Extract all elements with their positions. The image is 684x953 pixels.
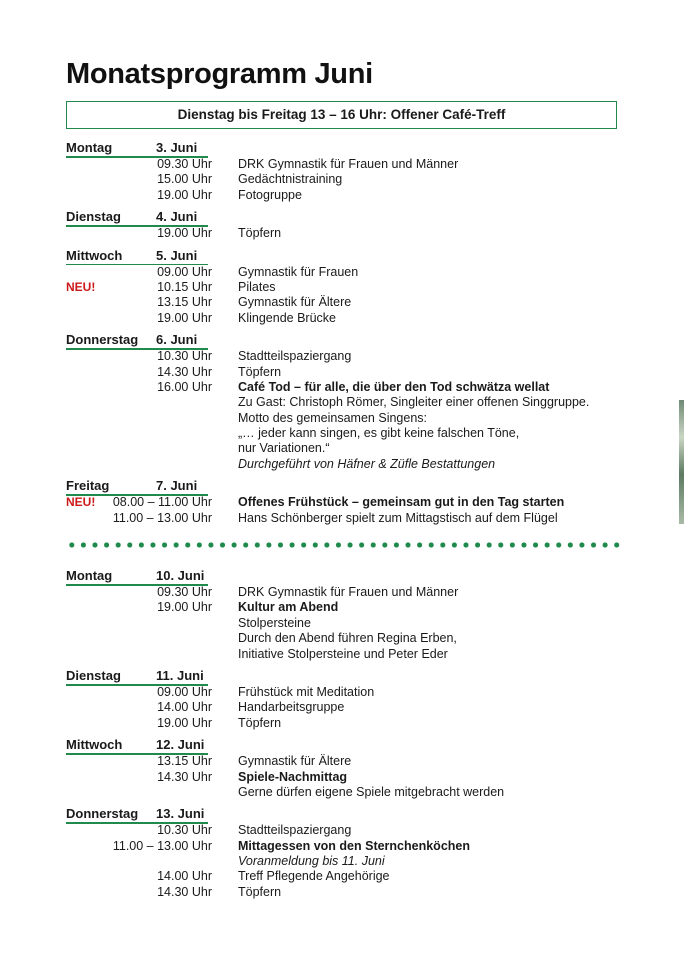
event-description: Kultur am Abend: [238, 600, 339, 615]
event-description: Durch den Abend führen Regina Erben,: [238, 631, 457, 646]
week-2-schedule: [0, 568, 684, 906]
weekday-label: Montag: [66, 568, 113, 583]
event-row: [0, 585, 684, 600]
cafe-treff-banner: Dienstag bis Freitag 13 – 16 Uhr: Offener Café-Treff: [66, 101, 617, 129]
event-row: [0, 380, 684, 395]
event-row: [0, 854, 684, 869]
event-description: Offenes Frühstück – gemeinsam gut in den Tag starten: [238, 495, 565, 510]
day-block: [0, 332, 684, 478]
event-time: 15.00 Uhr: [157, 172, 212, 187]
event-row: [0, 600, 684, 615]
event-time: 13.15 Uhr: [157, 754, 212, 769]
weekday-label: Mittwoch: [66, 737, 123, 753]
event-row: [0, 172, 684, 187]
event-row: [0, 631, 684, 646]
event-description: Töpfern: [238, 715, 282, 730]
day-spacer: [0, 526, 684, 532]
event-row: [0, 280, 684, 295]
date-label: 10. Juni: [156, 568, 205, 583]
event-row: [0, 839, 684, 854]
new-badge: NEU!: [66, 495, 96, 510]
event-description: Gymnastik für Frauen: [238, 264, 359, 279]
dotted-divider: [66, 542, 622, 548]
event-description: nur Variationen.“: [238, 441, 330, 456]
date-label: 6. Juni: [156, 332, 198, 348]
event-row: [0, 785, 684, 800]
event-row: [0, 311, 684, 326]
date-label: 7. Juni: [156, 478, 198, 494]
event-row: [0, 411, 684, 426]
day-block: [0, 668, 684, 737]
event-description: Hans Schönberger spielt zum Mittagstisch auf dem Flügel: [238, 510, 558, 525]
day-header: [0, 248, 684, 265]
event-description: Voranmeldung bis 11. Juni: [238, 854, 385, 869]
date-label: 12. Juni: [156, 737, 205, 753]
new-badge: NEU!: [66, 279, 96, 294]
weekday-label: Donnerstag: [66, 332, 139, 348]
event-row: [0, 754, 684, 769]
event-time: 14.30 Uhr: [157, 884, 212, 899]
event-description: Treff Pflegende Angehörige: [238, 869, 390, 884]
event-description: Frühstück mit Meditation: [238, 684, 375, 699]
event-time: 08.00 – 11.00 Uhr: [112, 495, 212, 510]
event-row: [0, 188, 684, 203]
day-block: [0, 478, 684, 532]
event-row: [0, 511, 684, 526]
event-row: [0, 395, 684, 410]
event-row: [0, 226, 684, 241]
event-row: [0, 700, 684, 715]
event-time: 14.30 Uhr: [157, 769, 212, 784]
day-block: [0, 806, 684, 906]
day-header: [0, 568, 684, 585]
day-spacer: [0, 900, 684, 906]
event-time: 11.00 – 13.00 Uhr: [112, 838, 212, 853]
event-time: 10.30 Uhr: [157, 349, 212, 364]
event-time: 19.00 Uhr: [157, 310, 212, 325]
day-header: [0, 209, 684, 226]
event-row: [0, 157, 684, 172]
event-description: Töpfern: [238, 884, 282, 899]
event-row: [0, 716, 684, 731]
event-row: [0, 823, 684, 838]
event-description: Gymnastik für Ältere: [238, 754, 352, 769]
event-description: Gedächtnistraining: [238, 172, 343, 187]
event-description: Initiative Stolpersteine und Peter Eder: [238, 646, 448, 661]
event-time: 11.00 – 13.00 Uhr: [112, 510, 212, 525]
event-description: Gerne dürfen eigene Spiele mitgebracht werden: [238, 784, 505, 799]
event-description: Fotogruppe: [238, 187, 302, 202]
event-description: „… jeder kann singen, es gibt keine falschen Töne,: [238, 426, 520, 441]
event-row: [0, 616, 684, 631]
event-description: Töpfern: [238, 364, 282, 379]
page-title: Monatsprogramm Juni: [66, 58, 373, 90]
event-description: Handarbeitsgruppe: [238, 700, 345, 715]
date-label: 13. Juni: [156, 806, 205, 822]
event-row: [0, 365, 684, 380]
event-row: [0, 295, 684, 310]
event-description: DRK Gymnastik für Frauen und Männer: [238, 157, 459, 171]
event-time: 19.00 Uhr: [157, 226, 212, 241]
event-time: 09.30 Uhr: [157, 585, 212, 599]
day-header: [0, 668, 684, 685]
event-row: [0, 265, 684, 280]
date-label: 3. Juni: [156, 140, 198, 155]
event-row: [0, 869, 684, 884]
weekday-label: Donnerstag: [66, 806, 139, 822]
date-label: 4. Juni: [156, 209, 198, 225]
weekday-label: Dienstag: [66, 667, 121, 683]
event-time: 19.00 Uhr: [157, 187, 212, 202]
event-description: Café Tod – für alle, die über den Tod schwätza wellat: [238, 379, 550, 394]
event-description: Stadtteilspaziergang: [238, 349, 352, 364]
event-time: 14.00 Uhr: [157, 700, 212, 715]
event-description: Zu Gast: Christoph Römer, Singleiter einer offenen Singgruppe.: [238, 395, 590, 410]
event-description: DRK Gymnastik für Frauen und Männer: [238, 585, 459, 599]
day-header: [0, 332, 684, 349]
event-time: 19.00 Uhr: [157, 600, 212, 615]
weekday-label: Montag: [66, 140, 113, 155]
day-block: [0, 568, 684, 668]
event-row: [0, 885, 684, 900]
day-block: [0, 140, 684, 209]
event-description: Spiele-Nachmittag: [238, 769, 348, 784]
event-description: Stolpersteine: [238, 615, 311, 630]
event-row: [0, 495, 684, 510]
day-block: [0, 737, 684, 806]
event-row: [0, 685, 684, 700]
event-time: 09.00 Uhr: [157, 684, 212, 699]
event-description: Durchgeführt von Häfner & Züfle Bestattungen: [238, 456, 496, 471]
date-label: 5. Juni: [156, 247, 198, 263]
event-description: Mittagessen von den Sternchenköchen: [238, 838, 470, 853]
event-description: Klingende Brücke: [238, 310, 336, 325]
day-header: [0, 806, 684, 823]
weekday-label: Dienstag: [66, 209, 121, 225]
event-description: Stadtteilspaziergang: [238, 823, 352, 838]
weekday-label: Mittwoch: [66, 247, 123, 263]
day-header: [0, 478, 684, 495]
event-row: [0, 426, 684, 441]
event-description: Gymnastik für Ältere: [238, 295, 352, 310]
day-block: [0, 248, 684, 333]
event-time: 10.30 Uhr: [157, 823, 212, 838]
day-header: [0, 140, 684, 157]
event-time: 19.00 Uhr: [157, 715, 212, 730]
day-header: [0, 737, 684, 754]
day-block: [0, 209, 684, 247]
date-label: 11. Juni: [156, 667, 204, 683]
event-row: [0, 349, 684, 364]
event-time: 10.15 Uhr: [157, 279, 212, 294]
event-description: Pilates: [238, 279, 276, 294]
week-1-schedule: [0, 140, 684, 532]
event-time: 13.15 Uhr: [157, 295, 212, 310]
event-row: [0, 441, 684, 456]
event-time: 09.30 Uhr: [157, 157, 212, 171]
event-row: [0, 647, 684, 662]
event-time: 14.00 Uhr: [157, 869, 212, 884]
event-row: [0, 770, 684, 785]
event-time: 16.00 Uhr: [157, 379, 212, 394]
event-row: [0, 457, 684, 472]
event-description: Motto des gemeinsamen Singens:: [238, 410, 427, 425]
weekday-label: Freitag: [66, 478, 110, 494]
event-time: 09.00 Uhr: [157, 264, 212, 279]
page-edge-image-strip: [679, 400, 684, 524]
event-time: 14.30 Uhr: [157, 364, 212, 379]
event-description: Töpfern: [238, 226, 282, 241]
